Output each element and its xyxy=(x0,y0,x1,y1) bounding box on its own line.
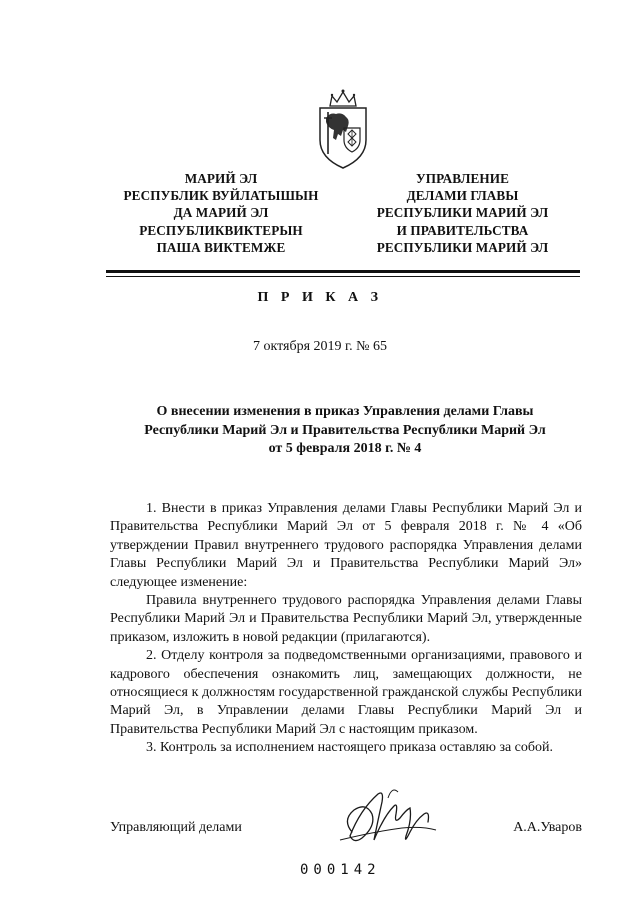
order-title: П Р И К А З xyxy=(257,290,383,305)
order-subject xyxy=(110,403,580,459)
header-right-line: И ПРАВИТЕЛЬСТВА xyxy=(396,222,529,238)
header-left-line: ДА МАРИЙ ЭЛ xyxy=(173,205,269,221)
body-paragraph: 3. Контроль за исполнением настоящего приказа оставляю за собой. xyxy=(146,740,554,756)
subject-line: от 5 февраля 2018 г. № 4 xyxy=(268,441,422,456)
header-right-line: РЕСПУБЛИКИ МАРИЙ ЭЛ xyxy=(376,205,549,221)
subject-line: Республики Марий Эл и Правительства Республики Марий Эл xyxy=(144,422,546,438)
body-paragraph: Правила внутреннего трудового распорядка Управления делами Главы Республики Марий Эл и Правительства Республики Марий Эл, утвержденные приказом, изложить в новой редакции (прилагаются). xyxy=(110,593,582,645)
header-divider-thick xyxy=(106,270,580,273)
order-date-number: 7 октября 2019 г. № 65 xyxy=(252,339,388,354)
header-divider-thin xyxy=(106,276,580,277)
header-right-line: ДЕЛАМИ ГЛАВЫ xyxy=(406,188,519,204)
handwritten-signature xyxy=(332,780,442,850)
signatory-position: Управляющий делами xyxy=(110,820,242,835)
header-left-line: МАРИЙ ЭЛ xyxy=(184,171,258,186)
document-serial-number: 000142 xyxy=(300,862,381,878)
order-body xyxy=(110,500,582,758)
header-left-line: ПАША ВИКТЕМЖЕ xyxy=(156,239,286,255)
body-paragraph: 2. Отделу контроля за подведомственными организациями, правового и кадрового обеспечения ознакомить лиц, замещающих должности, не относящиеся к должностям государственной гражданской службы Республики Марий Эл, в Управлении делами Главы Республики Марий Эл и Правительства Республики Марий Эл с настоящим приказом. xyxy=(110,648,582,737)
header-left-block xyxy=(96,170,346,256)
header-right-line: УПРАВЛЕНИЕ xyxy=(415,171,510,186)
header-right-block xyxy=(360,170,565,256)
header-left-line: РЕСПУБЛИКВИКТЕРЫН xyxy=(139,222,303,238)
header-left-line: РЕСПУБЛИК ВУЙЛАТЫШЫН xyxy=(123,188,319,204)
header-right-line: РЕСПУБЛИКИ МАРИЙ ЭЛ xyxy=(376,239,549,255)
signatory-name: А.А.Уваров xyxy=(513,820,582,835)
subject-line: О внесении изменения в приказ Управления делами Главы xyxy=(156,404,534,419)
body-paragraph: 1. Внести в приказ Управления делами Главы Республики Марий Эл и Правительства Республики Марий Эл от 5 февраля 2018 г. № 4 «Об утверждении Правил внутреннего трудового распорядка Управления делами Главы Республики Марий Эл и Правительства Республики Марий Эл» следующее изменение: xyxy=(110,501,582,590)
coat-of-arms-emblem xyxy=(316,84,370,170)
